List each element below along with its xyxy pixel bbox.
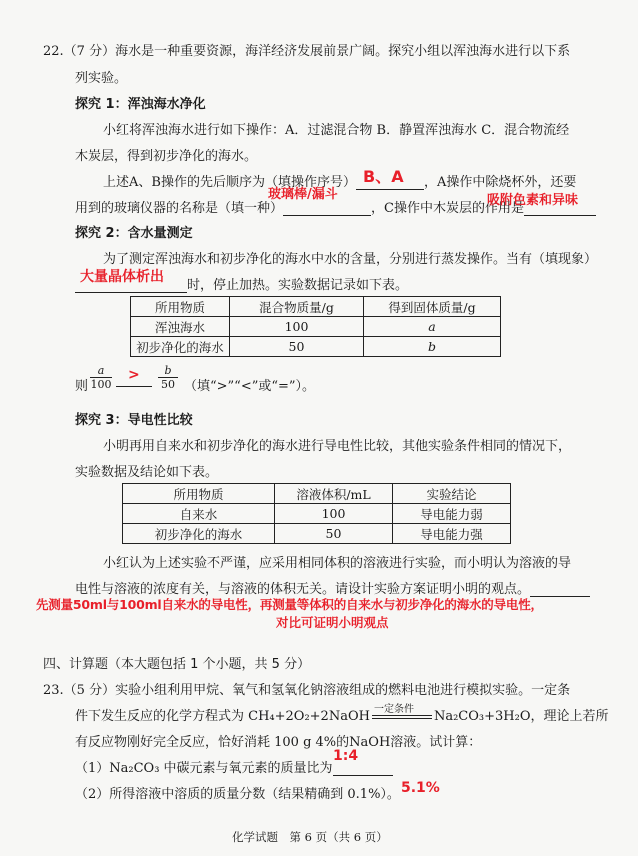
answer-plan-line1: 先测量50ml与100ml自来水的导电性，再测量等体积的自来水与初步净化的海水的导电性， [36, 597, 543, 612]
fraction-denominator: 100 [90, 378, 112, 391]
table-cell: 100 [275, 504, 393, 524]
explore1-line3-pre: 上述A、B操作的先后顺序为（填操作序号） [103, 175, 356, 190]
table-cell: b [364, 337, 501, 357]
table-row [131, 337, 501, 357]
compare-hint: （填“>”“<”或“=”）。 [184, 379, 316, 394]
answer-fraction: 5.1% [401, 780, 440, 796]
explore3-title: 探究 3：导电性比较 [75, 413, 193, 428]
section4-heading: 四、计算题（本大题包括 1 个小题，共 5 分） [43, 657, 311, 672]
answer-instrument: 玻璃棒/漏斗 [268, 187, 338, 202]
page-footer: 化学试题 第 6 页（共 6 页） [232, 830, 388, 844]
explore1-line4-pre: 用到的玻璃仪器的名称是（填一种） [75, 201, 284, 216]
table-header-cell: 溶液体积/mL [275, 484, 393, 504]
fraction-b-over-50 [158, 364, 178, 391]
equals-line-bottom [372, 718, 432, 719]
table-cell: 初步净化的海水 [131, 337, 230, 357]
table-cell: 导电能力弱 [393, 504, 511, 524]
table-cell: 自来水 [123, 504, 275, 524]
q23-sub2: （2）所得溶液中溶质的质量分数（结果精确到 0.1%）。 [75, 787, 400, 802]
table-header-cell: 得到固体质量/g [364, 297, 501, 317]
table-cell: a [364, 317, 501, 337]
explore1-line3 [103, 171, 576, 190]
explore1-line4-mid: ，C操作中木炭层的作用是 [371, 201, 524, 216]
fraction-numerator: b [164, 364, 172, 377]
table-header-row [131, 297, 501, 317]
table-cell: 50 [275, 524, 393, 544]
explore3-line3: 小红认为上述实验不严谨，应采用相同体积的溶液进行实验，而小明认为溶液的导 [103, 556, 572, 571]
compare-prefix: 则 [75, 379, 89, 394]
explore1-line3-post: ，A操作中除烧杯外，还要 [423, 175, 577, 190]
answer-phenomenon: 大量晶体析出 [80, 269, 164, 285]
table-row [123, 524, 511, 544]
explore2-line1: 为了测定浑浊海水和初步净化的海水中水的含量，分别进行蒸发操作。当有（填现象） [103, 252, 598, 267]
q23-sub1-text: （1）Na₂CO₃ 中碳元素与氧元素的质量比为 [75, 761, 333, 776]
fraction-denominator: 50 [158, 377, 178, 391]
q23-line2 [75, 705, 608, 724]
answer-compare: > [128, 367, 140, 383]
table-row [123, 504, 511, 524]
answer-plan-line2: 对比可证明小明观点 [276, 615, 389, 630]
table-header-cell: 混合物质量/g [230, 297, 364, 317]
conductivity-table [122, 483, 511, 544]
q22-stem-line2: 列实验。 [75, 71, 128, 86]
table-cell: 导电能力强 [393, 524, 511, 544]
explore3-line2: 实验数据及结论如下表。 [75, 465, 219, 480]
reaction-condition: 一定条件 [373, 704, 414, 715]
explore3-line1: 小明再用自来水和初步净化的海水进行导电性比较，其他实验条件相同的情况下， [103, 439, 572, 454]
table-cell: 初步净化的海水 [123, 524, 275, 544]
q23-line3: 有反应物刚好完全反应，恰好消耗 100 g 4%的NaOH溶液。试计算： [75, 735, 482, 750]
answer-function: 吸附色素和异味 [487, 193, 579, 208]
table-cell: 50 [230, 337, 364, 357]
answer-order: B、A [363, 167, 404, 186]
instrument-answer-blank [283, 201, 371, 216]
q23-line1: 23.（5 分）实验小组利用甲烷、氧气和氢氧化钠溶液组成的燃料电池进行模拟实验。一定条 [43, 683, 571, 698]
table-cell: 浑浊海水 [131, 317, 230, 337]
explore1-line1: 小红将浑浊海水进行如下操作：A．过滤混合物 B．静置浑浊海水 C．混合物流经 [103, 123, 570, 138]
answer-ratio: 1:4 [333, 748, 359, 764]
fraction-a-over-100 [90, 364, 112, 391]
explore1-title: 探究 1：浑浊海水净化 [75, 97, 206, 112]
fraction-numerator: a [97, 364, 105, 377]
explore2-title: 探究 2：含水量测定 [75, 226, 193, 241]
table-cell: 100 [230, 317, 364, 337]
equals-line-top [372, 715, 432, 716]
reaction-arrow [370, 704, 434, 724]
q23-line2-post: Na₂CO₃+3H₂O，理论上若所 [433, 709, 609, 724]
water-content-table [130, 296, 501, 357]
table-header-cell: 所用物质 [131, 297, 230, 317]
table-row [131, 317, 501, 337]
table-header-cell: 所用物质 [123, 484, 275, 504]
table-header-row [123, 484, 511, 504]
q22-stem-line1: 22.（7 分）海水是一种重要资源，海洋经济发展前景广阔。探究小组以浑浊海水进行以下系 [43, 44, 571, 59]
explore2-line2-post: 时，停止加热。实验数据记录如下表。 [187, 278, 409, 293]
explore3-line4-text: 电性与溶液的浓度有关，与溶液的体积无关。请设计实验方案证明小明的观点。 [75, 582, 531, 597]
explore1-line2: 木炭层，得到初步净化的海水。 [75, 149, 258, 164]
table-header-cell: 实验结论 [393, 484, 511, 504]
q23-line2-pre: 件下发生反应的化学方程式为 CH₄+2O₂+2NaOH [75, 709, 370, 724]
